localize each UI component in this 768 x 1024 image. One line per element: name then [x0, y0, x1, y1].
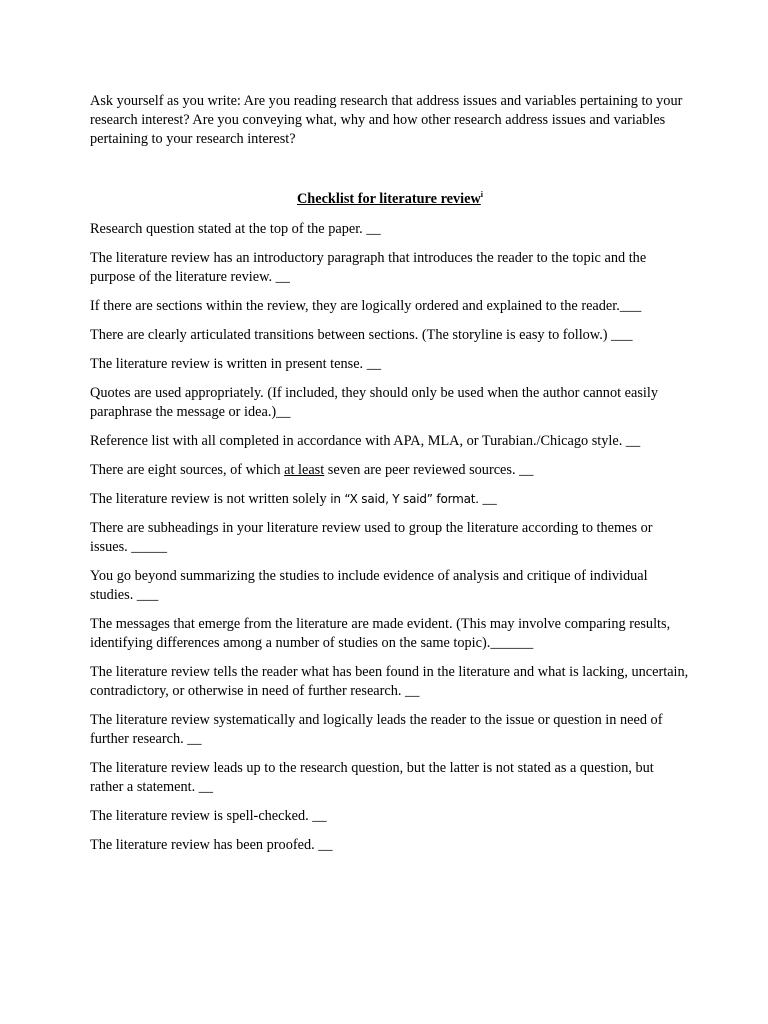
checklist-heading-text: Checklist for literature review — [296, 191, 481, 207]
checklist-item-research-question: Research question stated at the top of the paper. __ — [90, 221, 381, 237]
checklist-item-analysis-critique: You go beyond summarizing the studies to include evidence of analysis and critique of individual studies. ___ — [90, 568, 648, 603]
checklist-item-proofed: The literature review has been proofed. __ — [90, 837, 333, 853]
checklist-item-messages-evident: The messages that emerge from the literature are made evident. (This may involve comparing results, identifying differences among a number of studies on the same topic).______ — [90, 616, 671, 651]
checklist-item-found-and-lacking: The literature review tells the reader what has been found in the literature and what is lacking, uncertain, contradictory, or otherwise in need of further research. __ — [90, 664, 689, 699]
footnote-mark: i — [480, 190, 484, 200]
checklist-item-transitions: There are clearly articulated transitions between sections. (The storyline is easy to follow.) ___ — [90, 327, 633, 343]
checklist-item-leads-to-issue: The literature review systematically and logically leads the reader to the issue or question in need of further research. __ — [90, 712, 663, 747]
checklist-item-introductory-paragraph: The literature review has an introductory paragraph that introduces the reader to the topic and the purpose of the literature review. __ — [90, 250, 647, 285]
document-page — [90, 92, 690, 865]
x-said-sans-text: in “X said, Y said” format. — [330, 492, 479, 506]
checklist-item-leads-to-question: The literature review leads up to the research question, but the latter is not stated as a question, but rather a statement. __ — [90, 760, 654, 795]
checklist-item-present-tense: The literature review is written in present tense. __ — [90, 356, 381, 372]
intro-paragraph: Ask yourself as you write: Are you reading research that address issues and variables pertaining to your research interest? Are you conveying what, why and how other research address issues and variables pertaining to your research interest? — [90, 93, 683, 147]
x-said-text-before: The literature review is not written solely — [90, 491, 331, 507]
checklist — [90, 220, 690, 855]
checklist-item-quotes: Quotes are used appropriately. (If included, they should only be used when the author cannot easily paraphrase the message or idea.)__ — [90, 385, 659, 420]
checklist-item-reference-list: Reference list with all completed in accordance with APA, MLA, or Turabian./Chicago style. __ — [90, 433, 641, 449]
eight-sources-text-before: There are eight sources, of which — [90, 462, 285, 478]
checklist-item-eight-sources — [90, 461, 690, 480]
checklist-item-not-x-said-y-said — [90, 490, 690, 509]
checklist-heading — [90, 190, 690, 209]
eight-sources-underlined: at least — [284, 462, 325, 478]
checklist-item-sections-ordered: If there are sections within the review, they are logically ordered and explained to the reader.___ — [90, 298, 642, 314]
checklist-item-spell-checked: The literature review is spell-checked. __ — [90, 808, 327, 824]
eight-sources-text-after: seven are peer reviewed sources. __ — [324, 462, 534, 478]
checklist-item-subheadings: There are subheadings in your literature review used to group the literature according to themes or issues. _____ — [90, 520, 653, 555]
x-said-text-after: __ — [478, 491, 497, 507]
